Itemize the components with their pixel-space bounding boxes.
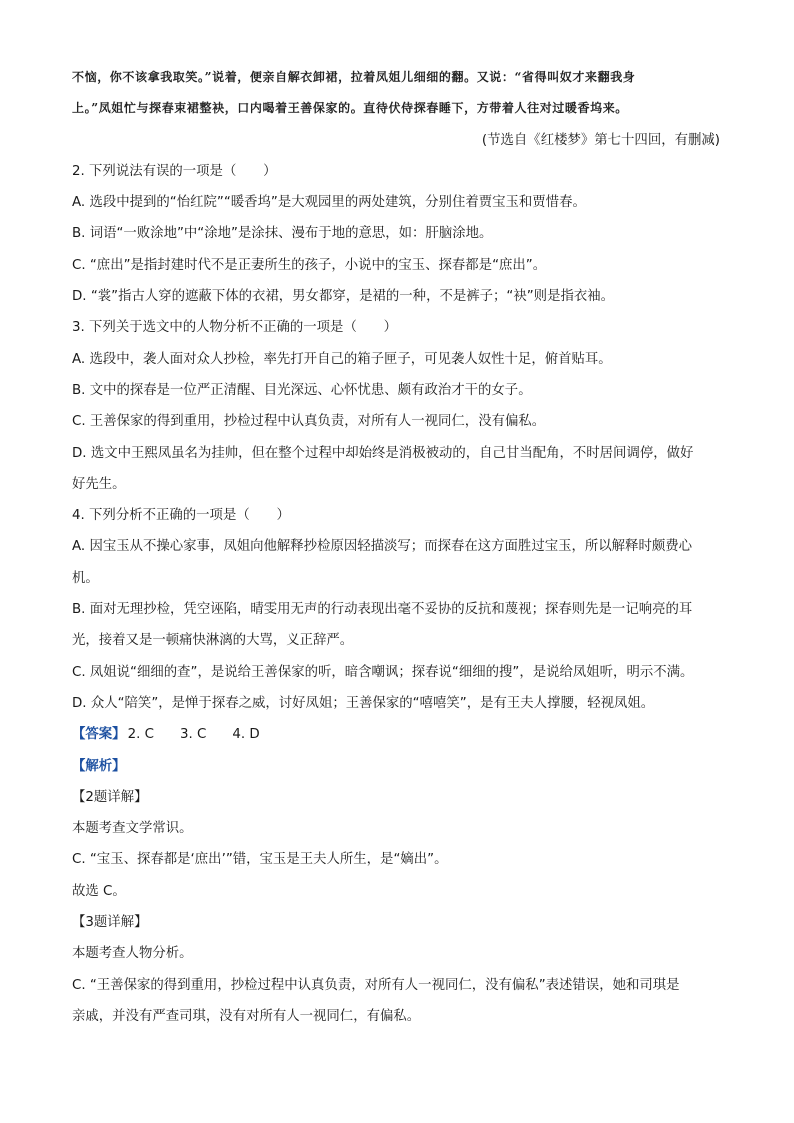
question-3-option-d: D. 选文中王熙凤虽名为挂帅，但在整个过程中却始终是消极被动的，自己甘当配角，不时居间调停，做好 xyxy=(72,445,694,461)
question-4-option-b: B. 面对无理抄检，凭空诬陷，晴雯用无声的行动表现出毫不妥协的反抗和蔑视；探春则先是一记响亮的耳 xyxy=(72,602,693,618)
answer-q3: 3. C xyxy=(179,727,207,743)
question-2-stem: 2. 下列说法有误的一项是（ ） xyxy=(72,163,277,179)
question-4-option-c: C. 凤姐说“细细的查”，是说给王善保家的听，暗含嘲讽；探春说“细细的搜”，是说给凤姐听，明示不满。 xyxy=(72,664,694,680)
answer-q4: 4. D xyxy=(232,727,260,743)
document-page xyxy=(72,62,722,1032)
question-3-option-b: B. 文中的探春是一位严正清醒、目光深远、心怀忧患、颇有政治才干的女子。 xyxy=(72,382,532,398)
question-4-option-a-cont: 机。 xyxy=(72,570,99,586)
analysis-q2-text: C. “宝玉、探春都是‘庶出’”错，宝玉是王夫人所生，是“嫡出”。 xyxy=(72,852,448,868)
question-4-stem: 4. 下列分析不正确的一项是（ ） xyxy=(72,508,290,524)
question-4-option-a: A. 因宝玉从不操心家事，凤姐向他解释抄检原因轻描淡写；而探春在这方面胜过宝玉，所以解释时颇费心 xyxy=(72,539,693,555)
question-2-option-b: B. 词语“一败涂地”中“涂地”是涂抹、漫布于地的意思，如：肝脑涂地。 xyxy=(72,226,493,242)
answer-tag: 【答案】 xyxy=(72,727,126,743)
question-3-option-a: A. 选段中，袭人面对众人抄检，率先打开自己的箱子匣子，可见袭人奴性十足，俯首贴耳。 xyxy=(72,351,612,367)
question-2-option-a: A. 选段中提到的“怡红院”“暖香坞”是大观园里的两处建筑，分别住着贾宝玉和贾惜春。 xyxy=(72,195,586,211)
answer-row xyxy=(72,719,722,750)
analysis-q3-text: C. “王善保家的得到重用，抄检过程中认真负责，对所有人一视同仁，没有偏私”表述错误，她和司琪是 xyxy=(72,977,680,993)
answer-q2: 2. C xyxy=(127,727,154,743)
question-3-option-c: C. 王善保家的得到重用，抄检过程中认真负责，对所有人一视同仁，没有偏私。 xyxy=(72,414,546,430)
question-3-option-d-cont: 好先生。 xyxy=(72,476,126,492)
analysis-q2-text: 本题考查文学常识。 xyxy=(72,821,193,837)
question-4-option-b-cont: 光，接着又是一顿痛快淋漓的大骂，义正辞严。 xyxy=(72,633,354,649)
analysis-q3-text: 本题考查人物分析。 xyxy=(72,946,193,962)
passage-line: 不恼，你不该拿我取笑。”说着，便亲自解衣卸裙，拉着凤姐儿细细的翻。又说：“省得叫奴才来翻我身 xyxy=(72,70,636,84)
analysis-q2-text: 故选 C。 xyxy=(72,883,126,899)
passage-source: (节选自《红楼梦》第七十四回，有删减) xyxy=(481,132,720,148)
question-4-option-d: D. 众人“陪笑”，是惮于探春之威，讨好凤姐；王善保家的“嘻嘻笑”，是有王夫人撑腰，轻视凤姐。 xyxy=(72,695,655,711)
analysis-q3-heading: 【3题详解】 xyxy=(72,915,148,931)
question-2-option-c: C. “庶出”是指封建时代不是正妻所生的孩子，小说中的宝玉、探春都是“庶出”。 xyxy=(72,257,547,273)
question-2-option-d: D. “裳”指古人穿的遮蔽下体的衣裙，男女都穿，是裙的一种，不是裤子；“袂”则是指衣袖。 xyxy=(72,289,615,305)
analysis-tag: 【解析】 xyxy=(72,758,126,774)
passage-line: 上。”凤姐忙与探春束裙整袂，口内喝着王善保家的。直待伏侍探春睡下，方带着人往对过暖香坞来。 xyxy=(72,101,628,116)
question-3-stem: 3. 下列关于选文中的人物分析不正确的一项是（ ） xyxy=(72,320,398,336)
analysis-q3-text: 亲戚，并没有严查司琪，没有对所有人一视同仁，有偏私。 xyxy=(72,1008,421,1024)
analysis-q2-heading: 【2题详解】 xyxy=(72,789,148,805)
